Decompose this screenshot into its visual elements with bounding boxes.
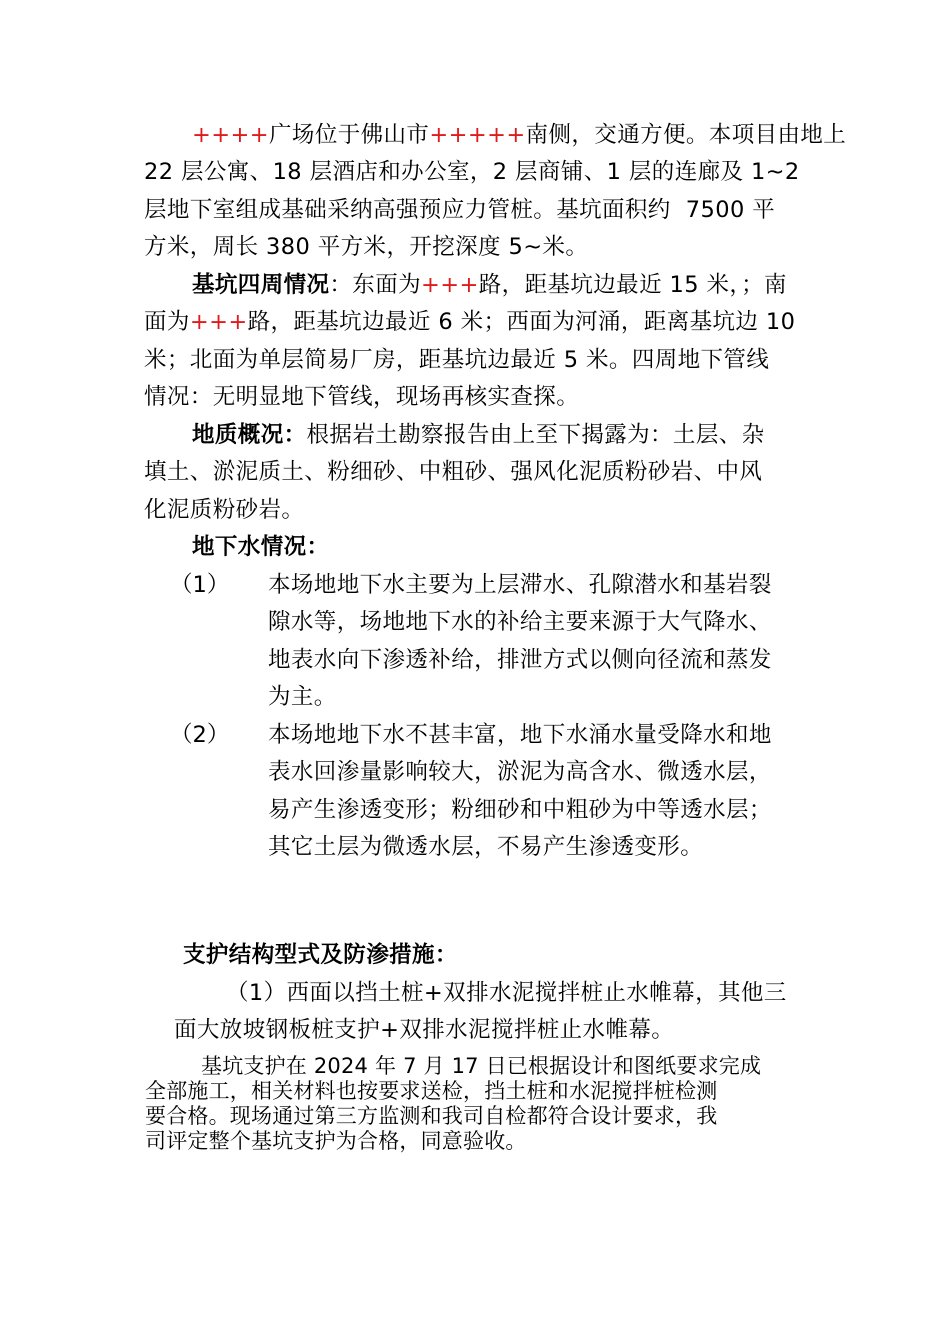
para-geology-line-3: 化泥质粉砂岩。 [144, 497, 305, 523]
para-project-line-2: 22 层公寓、18 层酒店和办公室，2 层商铺、1 层的连廊及 1~2 [144, 159, 800, 185]
groundwater-item-2-line-3: 易产生渗透变形；粉细砂和中粗砂为中等透水层； [268, 797, 772, 823]
groundwater-item-2-line-2: 表水回渗量影响较大，淤泥为高含水、微透水层， [268, 759, 772, 785]
para-project-line-4: 方米，周长 380 平方米，开挖深度 5~米。 [144, 234, 589, 260]
para-geology-line-2: 填土、淤泥质土、粉细砂、中粗砂、强风化泥质粉砂岩、中风 [144, 459, 763, 485]
para-project-line-1: ++++广场位于佛山市+++++南侧，交通方便。本项目由地上 [192, 122, 847, 148]
para-project-line-3: 层地下室组成基础采纳高强预应力管桩。基坑面积约 7500 平 [144, 197, 776, 223]
conclusion-line-3: 要合格。现场通过第三方监测和我司自检都符合设计要求，我 [145, 1104, 718, 1128]
groundwater-item-1-line-3: 地表水向下渗透补给，排泄方式以侧向径流和蒸发 [268, 647, 772, 673]
conclusion-line-1: 基坑支护在 2024 年 7 月 17 日已根据设计和图纸要求完成 [201, 1054, 762, 1078]
placeholder-marker: +++ [189, 309, 248, 335]
section-heading: 基坑四周情况 [192, 272, 330, 298]
placeholder-marker: +++ [421, 272, 479, 298]
section-heading: 地质概况： [192, 422, 307, 448]
placeholder-marker: ++++ [192, 122, 270, 148]
groundwater-item-1-line-4: 为主。 [268, 684, 337, 710]
para-surroundings-line-3: 米；北面为单层简易厂房，距基坑边最近 5 米。四周地下管线 [144, 347, 770, 373]
support-line-1: （1）西面以挡土桩+双排水泥搅拌桩止水帷幕，其他三 [226, 980, 787, 1006]
conclusion-line-2: 全部施工，相关材料也按要求送检，挡土桩和水泥搅拌桩检测 [145, 1079, 718, 1103]
section-heading: 支护结构型式及防渗措施： [183, 942, 458, 968]
para-geology-line-1: 地质概况：根据岩土勘察报告由上至下揭露为：土层、杂 [192, 422, 765, 448]
conclusion-line-4: 司评定整个基坑支护为合格，同意验收。 [145, 1129, 527, 1153]
groundwater-item-2-line-4: 其它土层为微透水层，不易产生渗透变形。 [268, 834, 704, 860]
para-surroundings-line-1: 基坑四周情况：东面为+++路，距基坑边最近 15 米，；南 [192, 272, 787, 298]
list-item-number: （2） [170, 722, 230, 748]
groundwater-item-2-line-1: 本场地地下水不甚丰富，地下水涌水量受降水和地 [268, 722, 772, 748]
support-line-2: 面大放坡钢板桩支护+双排水泥搅拌桩止水帷幕。 [174, 1017, 675, 1043]
section-heading: 地下水情况： [192, 534, 330, 560]
groundwater-item-1-line-2: 隙水等，场地地下水的补给主要来源于大气降水、 [268, 609, 772, 635]
placeholder-marker: +++++ [429, 122, 526, 148]
para-surroundings-line-4: 情况：无明显地下管线，现场再核实查探。 [144, 384, 580, 410]
para-surroundings-line-2: 面为+++路，距基坑边最近 6 米；西面为河涌，距离基坑边 10 [144, 309, 796, 335]
list-item-number: （1） [170, 572, 230, 598]
groundwater-item-1-line-1: 本场地地下水主要为上层滞水、孔隙潜水和基岩裂 [268, 572, 772, 598]
